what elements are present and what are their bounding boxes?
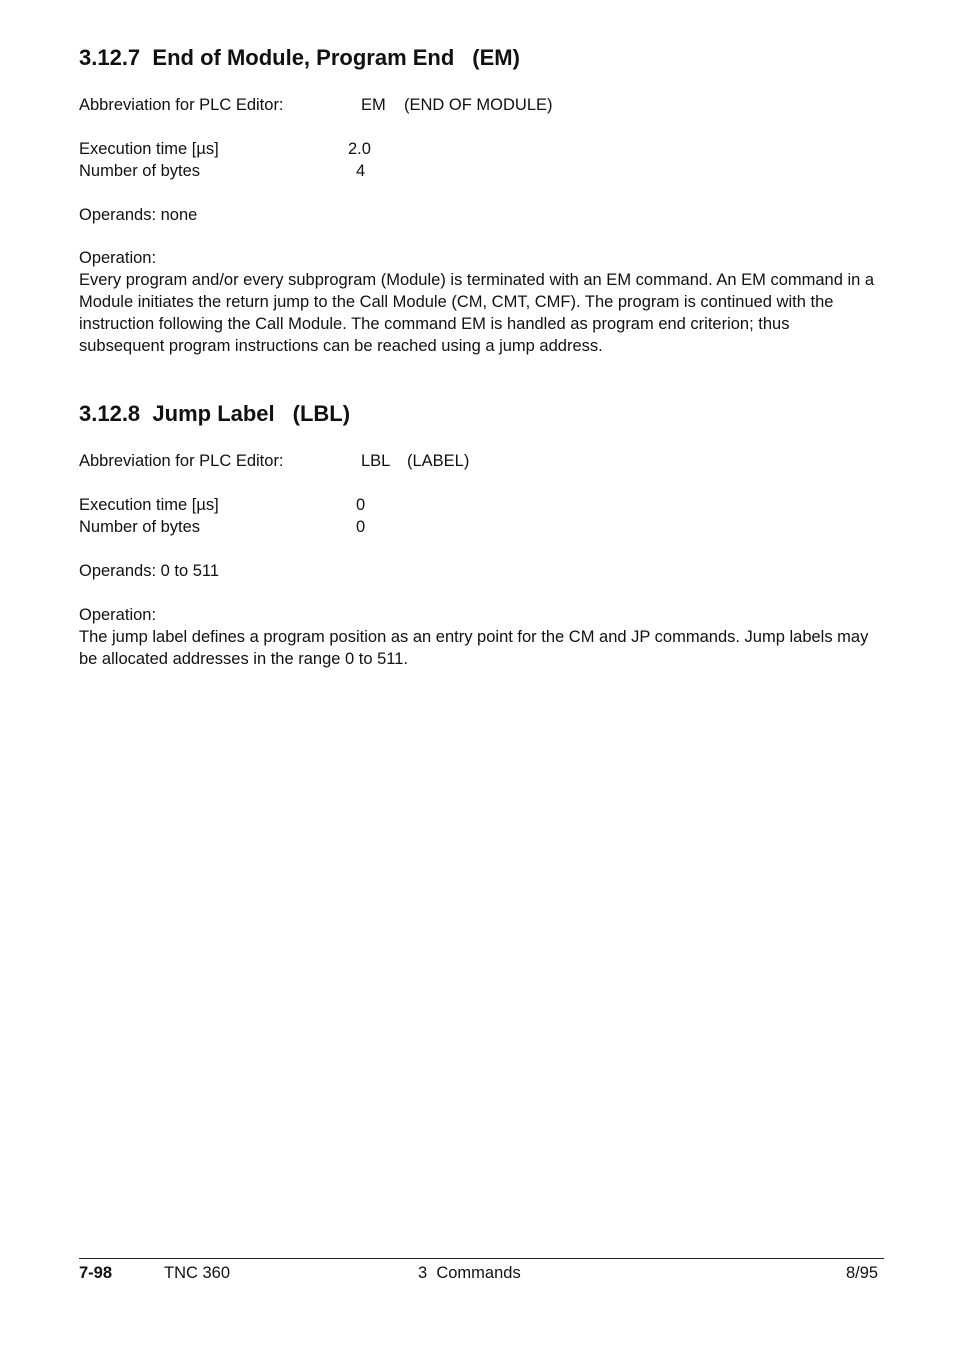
abbrev-label: Abbreviation for PLC Editor:: [79, 452, 284, 470]
exec-label-lbl: Execution time [µs]: [79, 496, 219, 514]
footer-divider: [79, 1258, 884, 1259]
operation-text-em: Every program and/or every subprogram (Module) is terminated with an EM command. An EM command in a Module initiates the return jump to the Call Module (CM, CMT, CMF). The program is continued with the instruction following the Call Module. The command EM is handled as program end criterion; thus subsequent program instructions can be reached using a jump address.: [79, 271, 875, 355]
bytes-label-em: Number of bytes: [79, 162, 201, 180]
section-heading-em: [79, 45, 520, 71]
operation-text-lbl: The jump label defines a program position as an entry point for the CM and JP commands. Jump labels may be allocated addresses in the range 0 to 511.: [79, 628, 869, 668]
heading-abbr: (EM): [472, 45, 520, 70]
bytes-value-em: 4: [356, 162, 366, 180]
abbrev-code-em: EM: [361, 96, 386, 114]
operation-label-lbl: Operation:: [79, 606, 157, 624]
exec-label-em: Execution time [µs]: [79, 140, 219, 158]
abbrev-full-lbl: (LABEL): [407, 452, 470, 470]
footer-page-number: 7-98: [79, 1264, 113, 1282]
bytes-label-lbl: Number of bytes: [79, 518, 201, 536]
abbrev-label: Abbreviation for PLC Editor:: [79, 96, 284, 114]
operands-em: Operands: none: [79, 206, 198, 224]
bytes-value-lbl: 0: [356, 518, 366, 536]
abbrev-row-em: [79, 94, 284, 116]
heading-abbr: (LBL): [292, 401, 351, 426]
heading-title: End of Module, Program End: [152, 45, 455, 70]
heading-number: 3.12.7: [79, 45, 141, 70]
abbrev-full-em: (END OF MODULE): [404, 96, 553, 114]
exec-value-lbl: 0: [356, 496, 366, 514]
abbrev-row-lbl: [79, 450, 284, 472]
section-heading-lbl: [79, 401, 350, 427]
operation-label-em: Operation:: [79, 249, 157, 267]
abbrev-code-lbl: LBL: [361, 452, 391, 470]
footer-chapter: 3 Commands: [418, 1264, 521, 1282]
operands-lbl: Operands: 0 to 511: [79, 562, 220, 580]
footer-date: 8/95: [846, 1264, 879, 1282]
exec-value-em: 2.0: [348, 140, 371, 158]
heading-title: Jump Label: [152, 401, 275, 426]
footer-product: TNC 360: [164, 1264, 231, 1282]
heading-number: 3.12.8: [79, 401, 141, 426]
